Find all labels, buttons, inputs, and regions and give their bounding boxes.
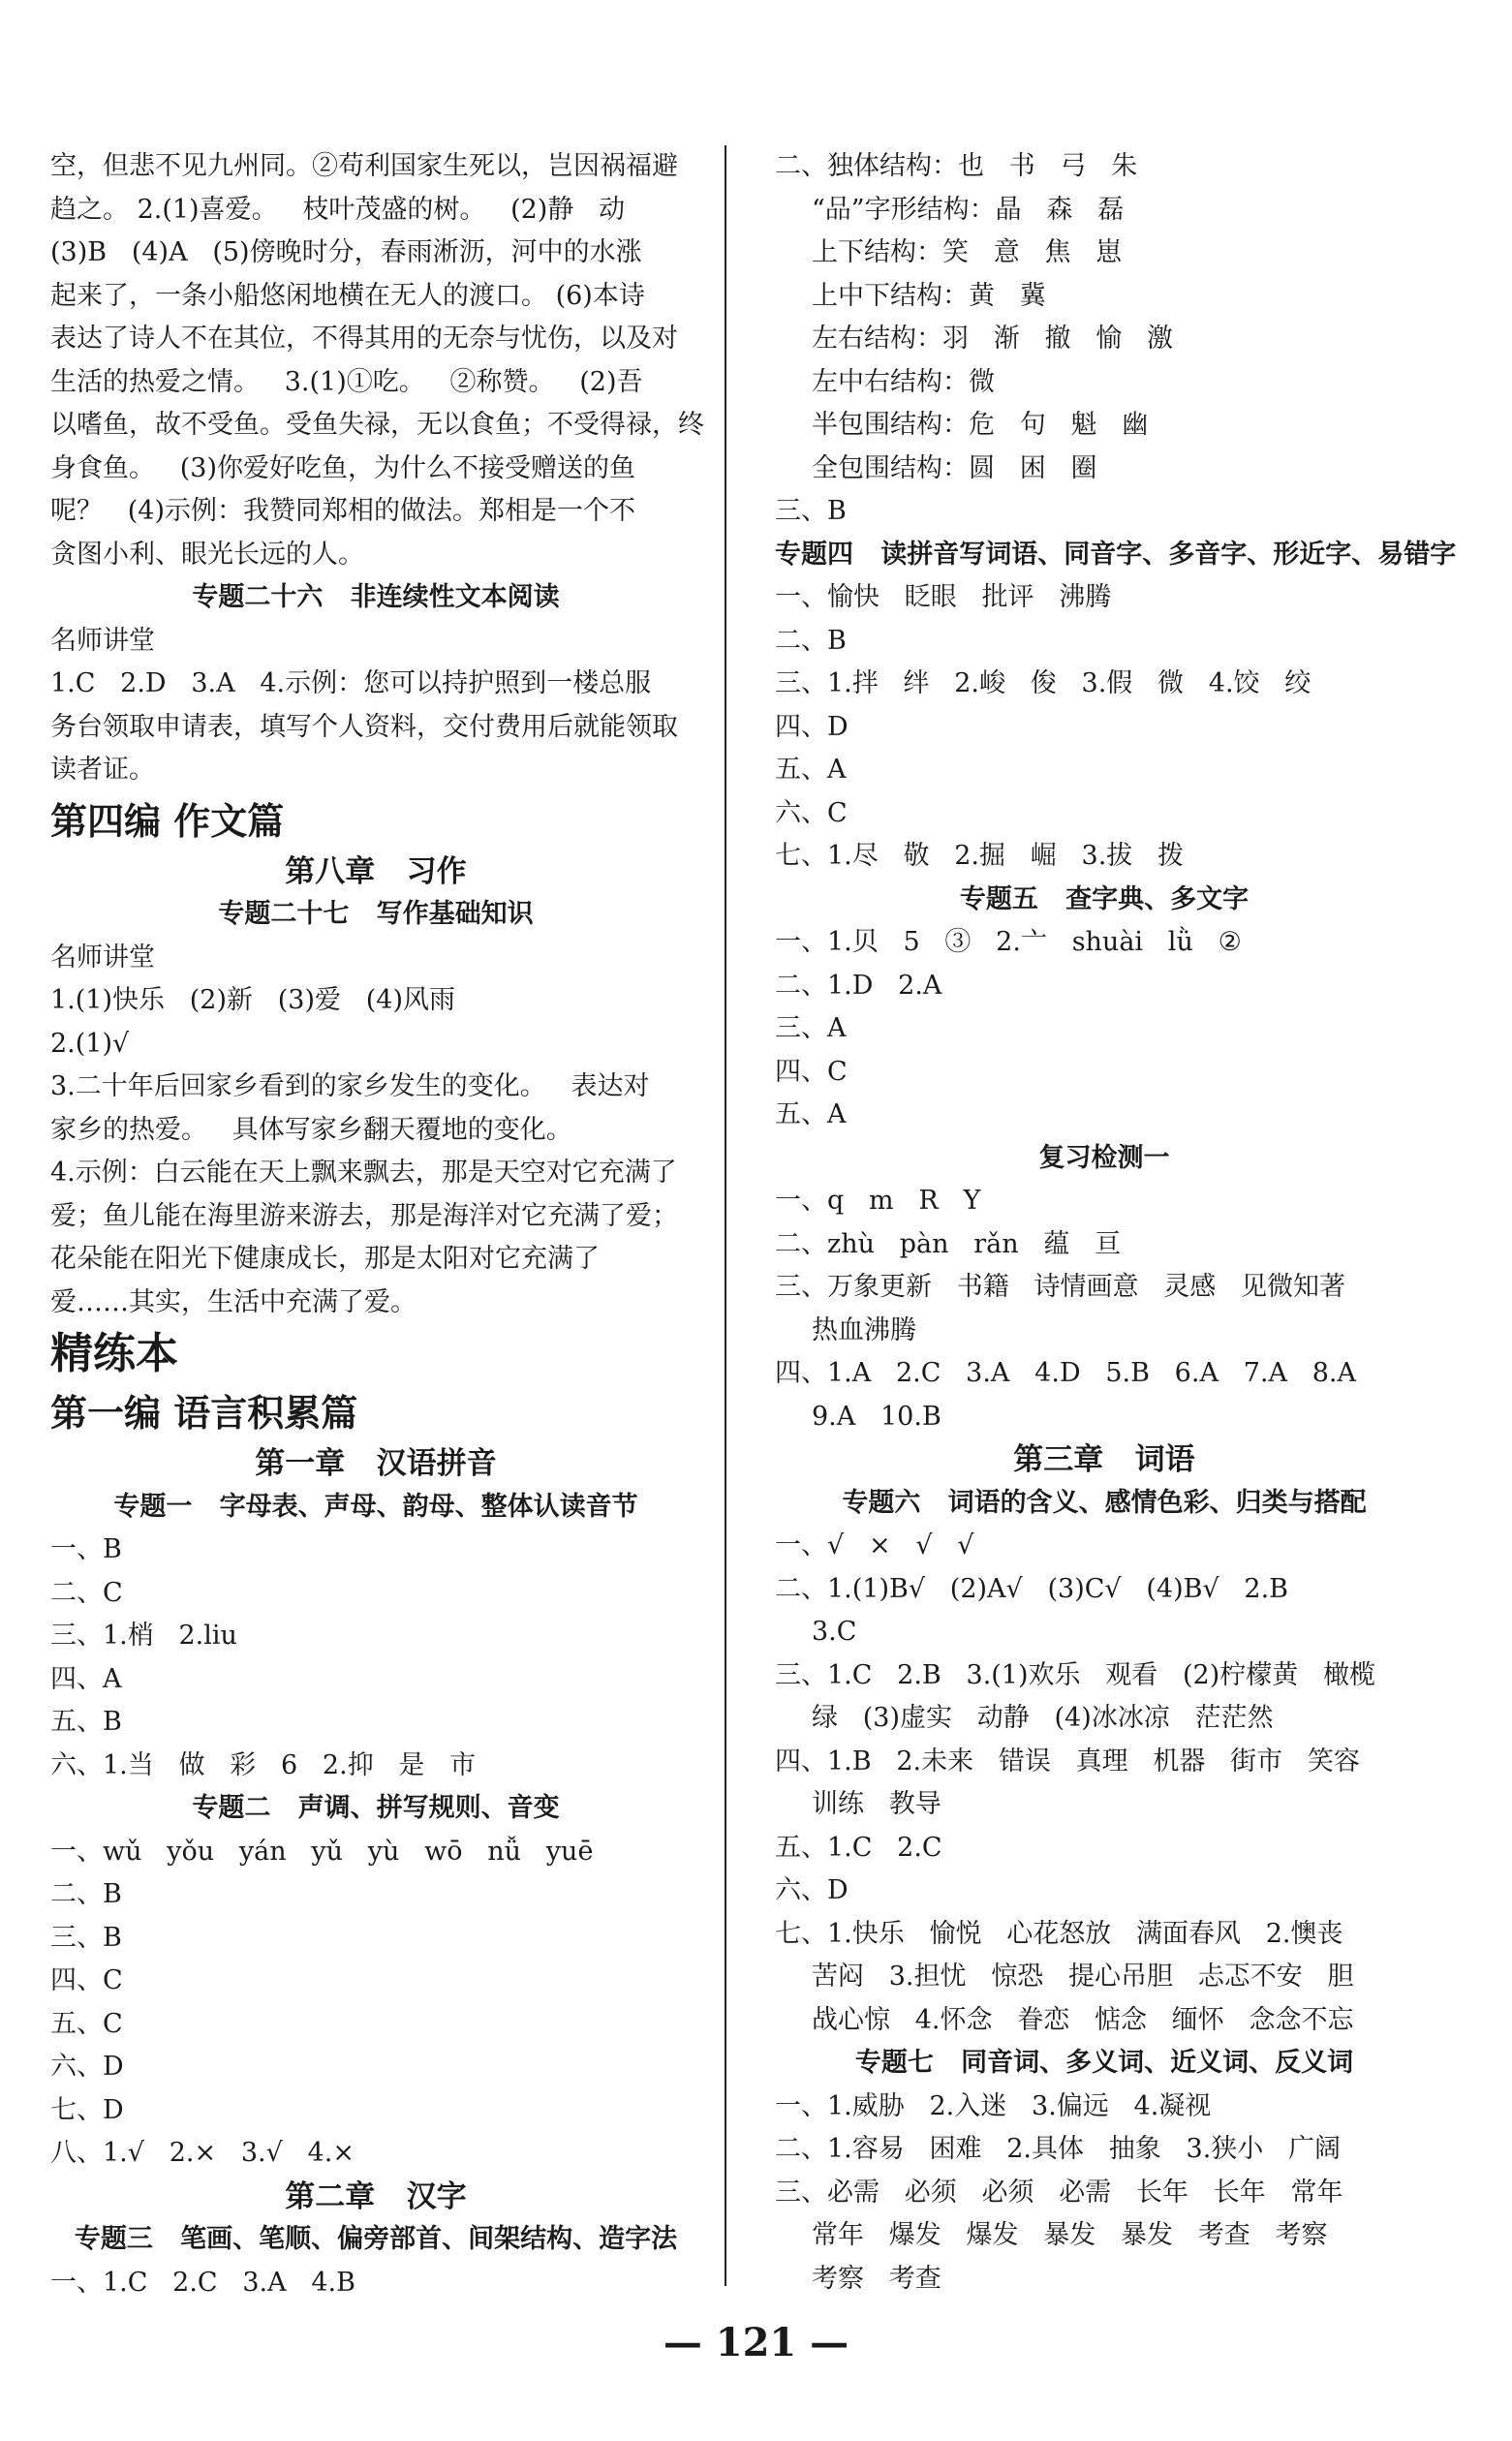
answer-line: 上下结构：笑 意 焦 崽 (812, 237, 1123, 267)
answer-line: 六、D (50, 2052, 124, 2082)
answer-line: 热血沸腾 (812, 1314, 916, 1345)
answer-line: 苦闷 3.担忧 惊恐 提心吊胆 忐忑不安 胆 (812, 1962, 1354, 1992)
answer-line: 一、愉快 眨眼 批评 沸腾 (775, 582, 1112, 612)
page-number: — 121 — (663, 2320, 849, 2365)
answer-line: 二、1.D 2.A (775, 970, 942, 1001)
answer-line: 花朵能在阳光下健康成长，那是太阳对它充满了 (50, 1244, 600, 1274)
answer-line: 六、1.当 做 彩 6 2.抑 是 市 (50, 1749, 477, 1780)
chapter-heading: 第二章 汉字 (285, 2178, 467, 2214)
answer-line: 左右结构：羽 渐 撤 愉 激 (812, 324, 1173, 354)
answer-line: 生活的热爱之情。 3.(1)①吃。 ②称赞。 (2)吾 (50, 366, 643, 397)
answer-line: 五、B (50, 1707, 122, 1737)
answer-line: 二、zhù pàn rǎn 蕴 亘 (775, 1228, 1122, 1259)
answer-line: “品”字形结构：晶 森 磊 (812, 194, 1125, 225)
answer-line: 五、A (775, 1099, 847, 1129)
answer-line: 读者证。 (50, 755, 155, 785)
answer-line: 四、1.A 2.C 3.A 4.D 5.B 6.A 7.A 8.A (775, 1358, 1356, 1388)
answer-line: 贪图小利、眼光长远的人。 (50, 539, 364, 570)
answer-line: 二、B (775, 625, 847, 656)
answer-line: 三、B (775, 496, 847, 526)
topic-heading: 专题七 同音词、多义词、近义词、反义词 (854, 2048, 1354, 2078)
topic-heading: 专题一 字母表、声母、韵母、整体认读音节 (113, 1491, 638, 1522)
answer-line: 4.示例：白云能在天上飘来飘去，那是天空对它充满了 (50, 1158, 677, 1188)
answer-line: 六、D (775, 1875, 849, 1905)
answer-line: 身食鱼。 (3)你爱好吃鱼，为什么不接受赠送的鱼 (50, 452, 635, 483)
answer-line: 表达了诗人不在其位，不得其用的无奈与忧伤，以及对 (50, 324, 678, 354)
answer-line: 四、C (50, 1965, 123, 1995)
answer-line: 三、A (775, 1013, 847, 1043)
answer-line: 四、C (775, 1056, 848, 1087)
answer-line: 四、D (775, 711, 849, 742)
answer-line: 一、q m R Y (775, 1186, 981, 1216)
answer-line: 爱；鱼儿能在海里游来游去，那是海洋对它充满了爱； (50, 1200, 678, 1231)
answer-line: 家乡的热爱。 具体写家乡翻天覆地的变化。 (50, 1114, 572, 1145)
section-label: 名师讲堂 (50, 625, 155, 656)
answer-line: 一、1.贝 5 ③ 2.亠 shuài lǜ ② (775, 927, 1242, 957)
answer-line: 三、必需 必须 必须 必需 长年 长年 常年 (775, 2177, 1343, 2208)
part-heading: 第一编 语言积累篇 (50, 1391, 358, 1435)
answer-line: 三、1.C 2.B 3.(1)欢乐 观看 (2)柠檬黄 橄榄 (775, 1659, 1376, 1690)
answer-line: 三、万象更新 书籍 诗情画意 灵感 见微知著 (775, 1272, 1345, 1302)
topic-heading: 专题四 读拼音写词语、同音字、多音字、形近字、易错字 (775, 539, 1457, 570)
topic-heading: 专题二十六 非连续性文本阅读 (192, 582, 560, 612)
answer-line: 常年 爆发 爆发 暴发 暴发 考查 考察 (812, 2220, 1328, 2250)
topic-heading: 专题六 词语的含义、感情色彩、归类与搭配 (842, 1487, 1367, 1518)
answer-line: 半包围结构：危 句 魁 幽 (812, 410, 1149, 440)
answer-line: 全包围结构：圆 困 圈 (812, 452, 1097, 483)
answer-line: 一、1.C 2.C 3.A 4.B (50, 2267, 355, 2298)
answer-line: 一、1.威胁 2.入迷 3.偏远 4.凝视 (775, 2090, 1212, 2121)
answer-line: 爱……其实，生活中充满了爱。 (50, 1286, 417, 1317)
answer-line: 二、C (50, 1577, 123, 1608)
answer-line: 考察 考查 (812, 2263, 941, 2294)
answer-line: 3.C (812, 1617, 857, 1647)
answer-line: 起来了，一条小船悠闲地横在无人的渡口。 (6)本诗 (50, 280, 645, 311)
answer-line: 1.C 2.D 3.A 4.示例：您可以持护照到一楼总服 (50, 668, 652, 698)
answer-line: 一、B (50, 1534, 122, 1564)
answer-line: 3.二十年后回家乡看到的家乡发生的变化。 表达对 (50, 1071, 650, 1101)
answer-line: 七、D (50, 2094, 124, 2125)
answer-line: 二、B (50, 1879, 122, 1909)
answer-line: 呢？ (4)示例：我赞同郑相的做法。郑相是一个不 (50, 496, 635, 526)
answer-line: 战心惊 4.怀念 眷恋 惦念 缅怀 念念不忘 (812, 2004, 1354, 2035)
section-label: 名师讲堂 (50, 942, 155, 973)
answer-line: 上中下结构：黄 冀 (812, 280, 1046, 311)
topic-heading: 专题二 声调、拼写规则、音变 (192, 1793, 560, 1823)
answer-line: 二、1.(1)B√ (2)A√ (3)C√ (4)B√ 2.B (775, 1573, 1288, 1604)
chapter-heading: 第一章 汉语拼音 (255, 1446, 497, 1481)
answer-line: 左中右结构：微 (812, 366, 995, 397)
answer-line: 趋之。 2.(1)喜爱。 枝叶茂盛的树。 (2)静 动 (50, 194, 626, 225)
answer-line: 绿 (3)虚实 动静 (4)冰冰凉 茫茫然 (812, 1703, 1274, 1733)
answer-line: 务台领取申请表，填写个人资料，交付费用后就能领取 (50, 711, 678, 742)
column-divider (725, 145, 726, 2286)
left-column (50, 145, 704, 2304)
topic-heading: 复习检测一 (1038, 1142, 1170, 1173)
answer-line: 二、独体结构：也 书 弓 朱 (775, 151, 1138, 181)
answer-line: 二、1.容易 困难 2.具体 抽象 3.狭小 广阔 (775, 2134, 1342, 2164)
right-column (775, 145, 1457, 2301)
book-heading: 精练本 (50, 1329, 178, 1378)
answer-line: 六、C (775, 797, 848, 828)
answer-line: 空，但悲不见九州同。②苟利国家生死以，岂因祸福避 (50, 151, 678, 181)
answer-line: 以嗜鱼，故不受鱼。受鱼失禄，无以食鱼；不受得禄，终 (50, 410, 704, 440)
answer-line: 八、1.√ 2.× 3.√ 4.× (50, 2138, 355, 2168)
answer-line: 五、1.C 2.C (775, 1832, 942, 1863)
answer-line: 七、1.快乐 愉悦 心花怒放 满面春风 2.懊丧 (775, 1918, 1343, 1949)
chapter-heading: 第三章 词语 (1013, 1442, 1195, 1477)
answer-line: 2.(1)√ (50, 1028, 130, 1059)
answer-line: 三、B (50, 1922, 122, 1953)
part-heading: 第四编 作文篇 (50, 798, 285, 843)
answer-line: 训练 教导 (812, 1789, 941, 1819)
answer-line: 四、A (50, 1663, 122, 1694)
answer-line: 三、1.梢 2.liu (50, 1621, 237, 1651)
answer-line: 9.A 10.B (812, 1401, 941, 1432)
topic-heading: 专题三 笔画、笔顺、偏旁部首、间架结构、造字法 (74, 2224, 678, 2254)
topic-heading: 专题五 查字典、多文字 (959, 883, 1250, 914)
answer-line: 四、1.B 2.未来 错误 真理 机器 街市 笑容 (775, 1746, 1360, 1777)
answer-line: 三、1.拌 绊 2.峻 俊 3.假 微 4.饺 绞 (775, 668, 1311, 698)
answer-line: 五、C (50, 2008, 123, 2039)
answer-line: 七、1.尽 敬 2.掘 崛 3.拔 拨 (775, 841, 1185, 871)
chapter-heading: 第八章 习作 (285, 853, 467, 889)
answer-line: 一、√ × √ √ (775, 1530, 974, 1560)
answer-line: (3)B (4)A (5)傍晚时分，春雨淅沥，河中的水涨 (50, 237, 642, 267)
answer-line: 1.(1)快乐 (2)新 (3)爱 (4)风雨 (50, 985, 455, 1015)
answer-line: 五、A (775, 755, 847, 785)
topic-heading: 专题二十七 写作基础知识 (218, 899, 534, 929)
answer-line: 一、wǔ yǒu yán yǔ yù wō nǚ yuē (50, 1836, 594, 1867)
